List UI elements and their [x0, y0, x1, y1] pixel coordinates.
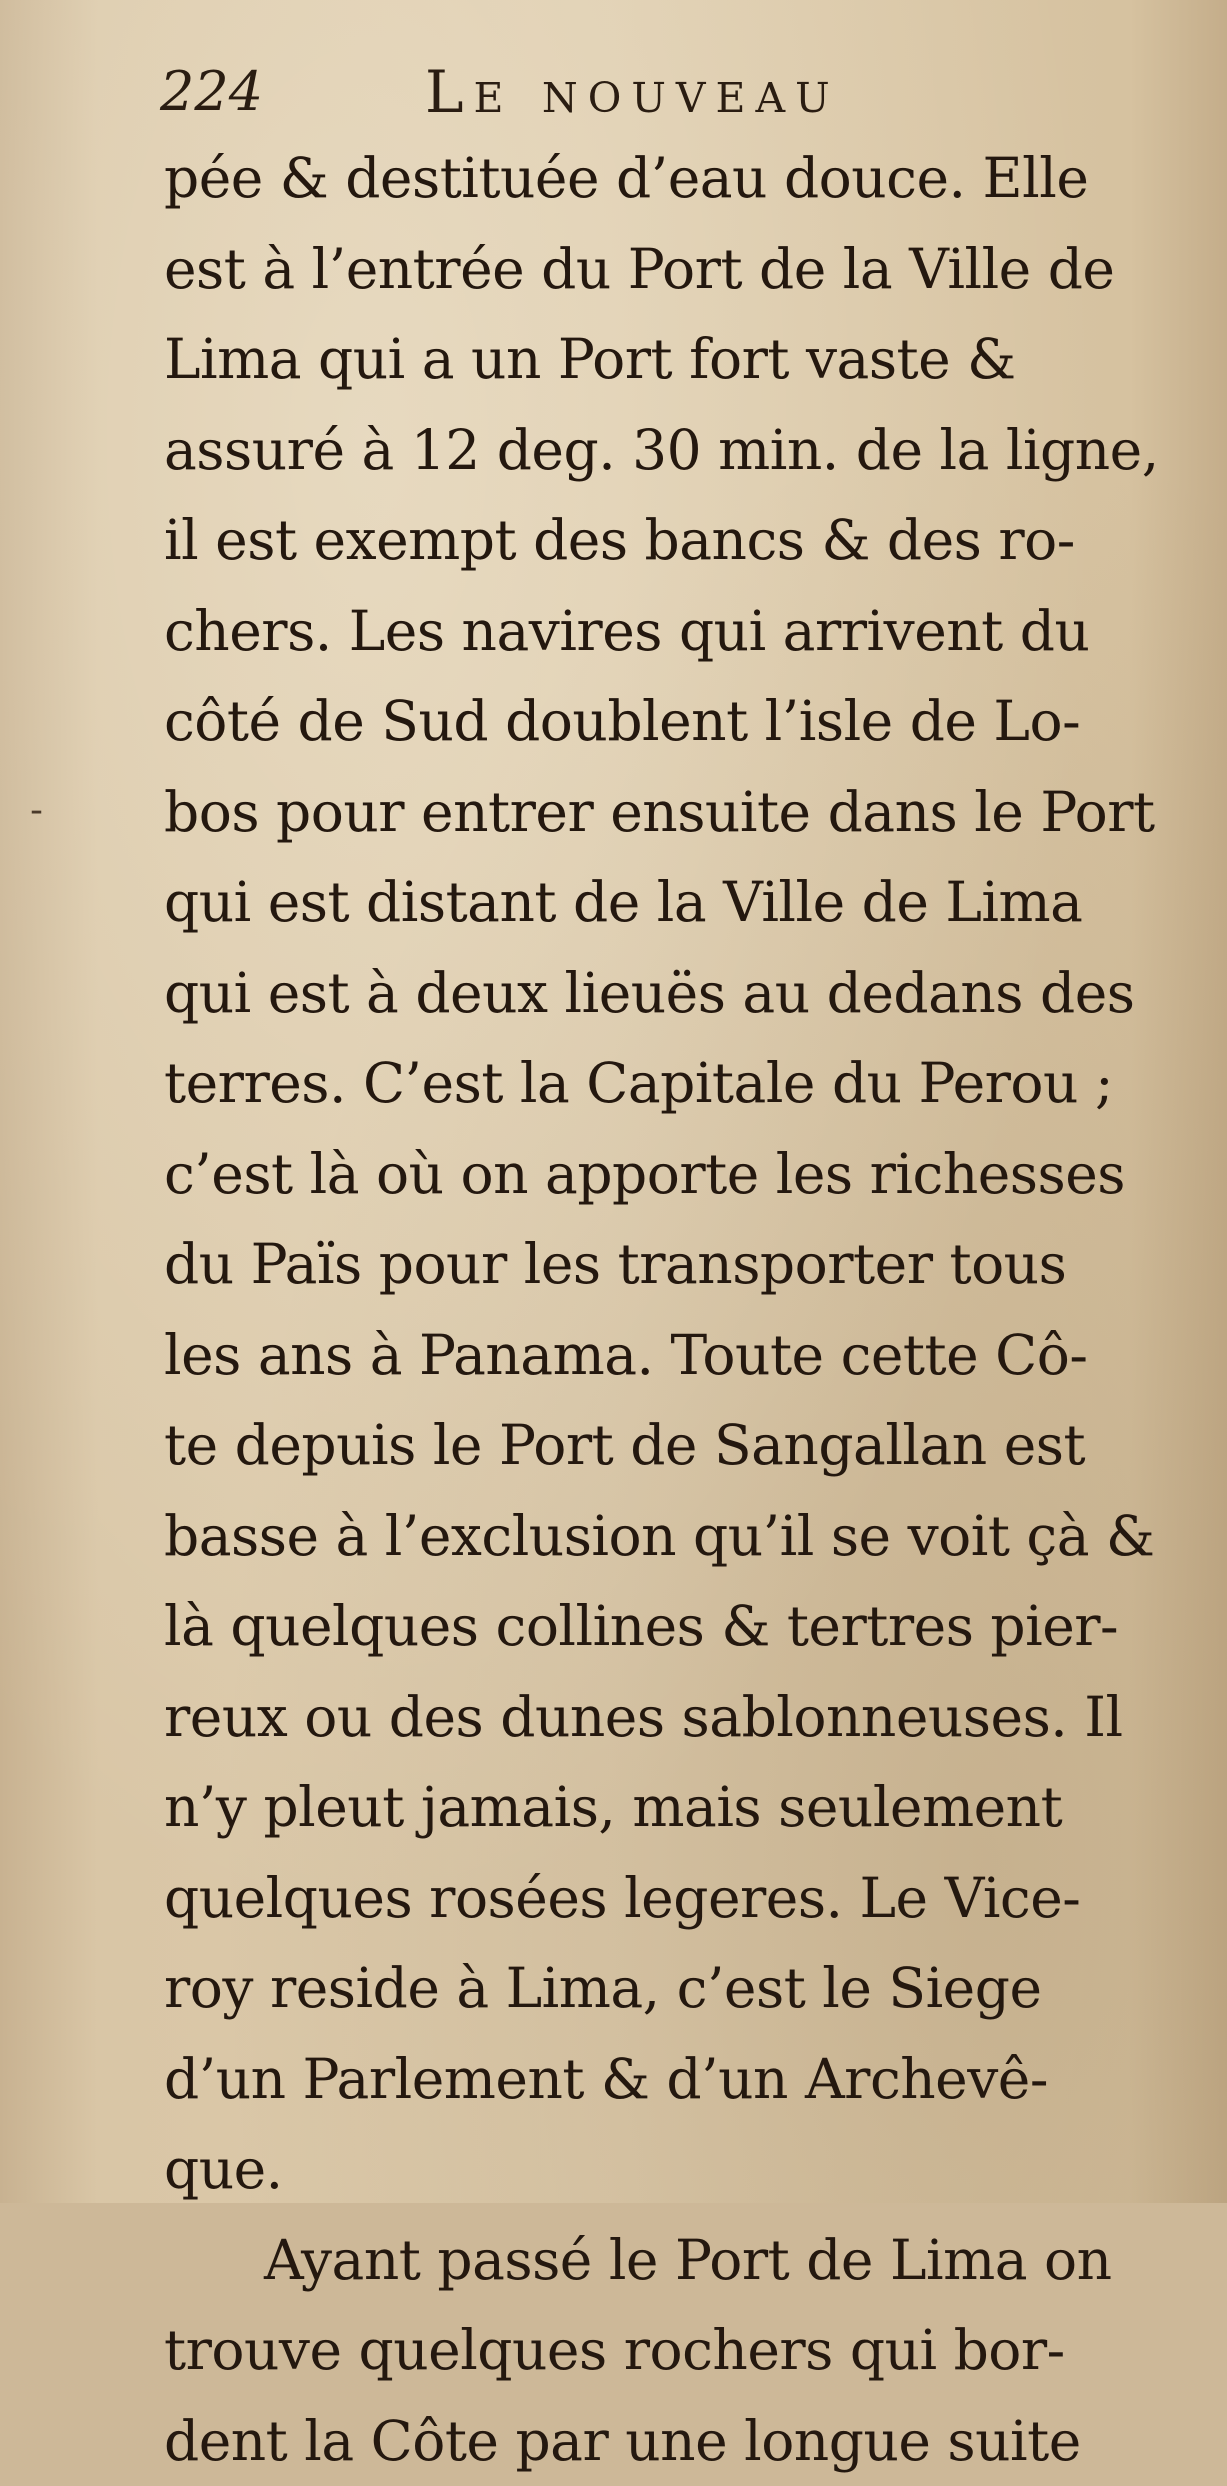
- text-line-14: les ans à Panama. Toute cette Cô-: [164, 1310, 1204, 1401]
- text-line-23: que.: [164, 2124, 1204, 2215]
- text-line-17: là quelques collines & tertres pier-: [164, 1581, 1204, 1672]
- body-text: [164, 133, 1204, 2486]
- text-line-7: côté de Sud doublent l’isle de Lo-: [164, 676, 1204, 767]
- text-line-11: terres. C’est la Capitale du Perou ;: [164, 1038, 1204, 1129]
- text-line-6: chers. Les navires qui arrivent du: [164, 586, 1204, 677]
- running-head: Le nouveau: [425, 52, 840, 132]
- text-line-10: qui est à deux lieuës au dedans des: [164, 948, 1204, 1039]
- text-line-5: il est exempt des bancs & des ro-: [164, 495, 1204, 586]
- paragraph-start-line: Ayant passé le Port de Lima on: [164, 2215, 1204, 2306]
- text-line-18: reux ou des dunes sablonneuses. Il: [164, 1672, 1204, 1763]
- text-line-8: bos pour entrer ensuite dans le Port: [164, 767, 1204, 858]
- page-header: [160, 52, 980, 132]
- text-line-26: dent la Côte par une longue suite: [164, 2396, 1204, 2486]
- text-line-19: n’y pleut jamais, mais seulement: [164, 1762, 1204, 1853]
- page-number: 224: [160, 52, 263, 132]
- text-line-20: quelques rosées legeres. Le Vice-: [164, 1853, 1204, 1944]
- text-line-25: trouve quelques rochers qui bor-: [164, 2305, 1204, 2396]
- text-line-21: roy reside à Lima, c’est le Siege: [164, 1943, 1204, 2034]
- text-line-3: Lima qui a un Port fort vaste &: [164, 314, 1204, 405]
- text-line-15: te depuis le Port de Sangallan est: [164, 1400, 1204, 1491]
- margin-mark: -: [30, 790, 43, 831]
- text-line-16: basse à l’exclusion qu’il se voit çà &: [164, 1491, 1204, 1582]
- text-line-12: c’est là où on apporte les richesses: [164, 1129, 1204, 1220]
- text-line-4: assuré à 12 deg. 30 min. de la ligne,: [164, 405, 1204, 496]
- text-line-1: pée & destituée d’eau douce. Elle: [164, 133, 1204, 224]
- text-line-13: du Païs pour les transporter tous: [164, 1219, 1204, 1310]
- text-line-9: qui est distant de la Ville de Lima: [164, 857, 1204, 948]
- text-line-22: d’un Parlement & d’un Archevê-: [164, 2034, 1204, 2125]
- text-line-2: est à l’entrée du Port de la Ville de: [164, 224, 1204, 315]
